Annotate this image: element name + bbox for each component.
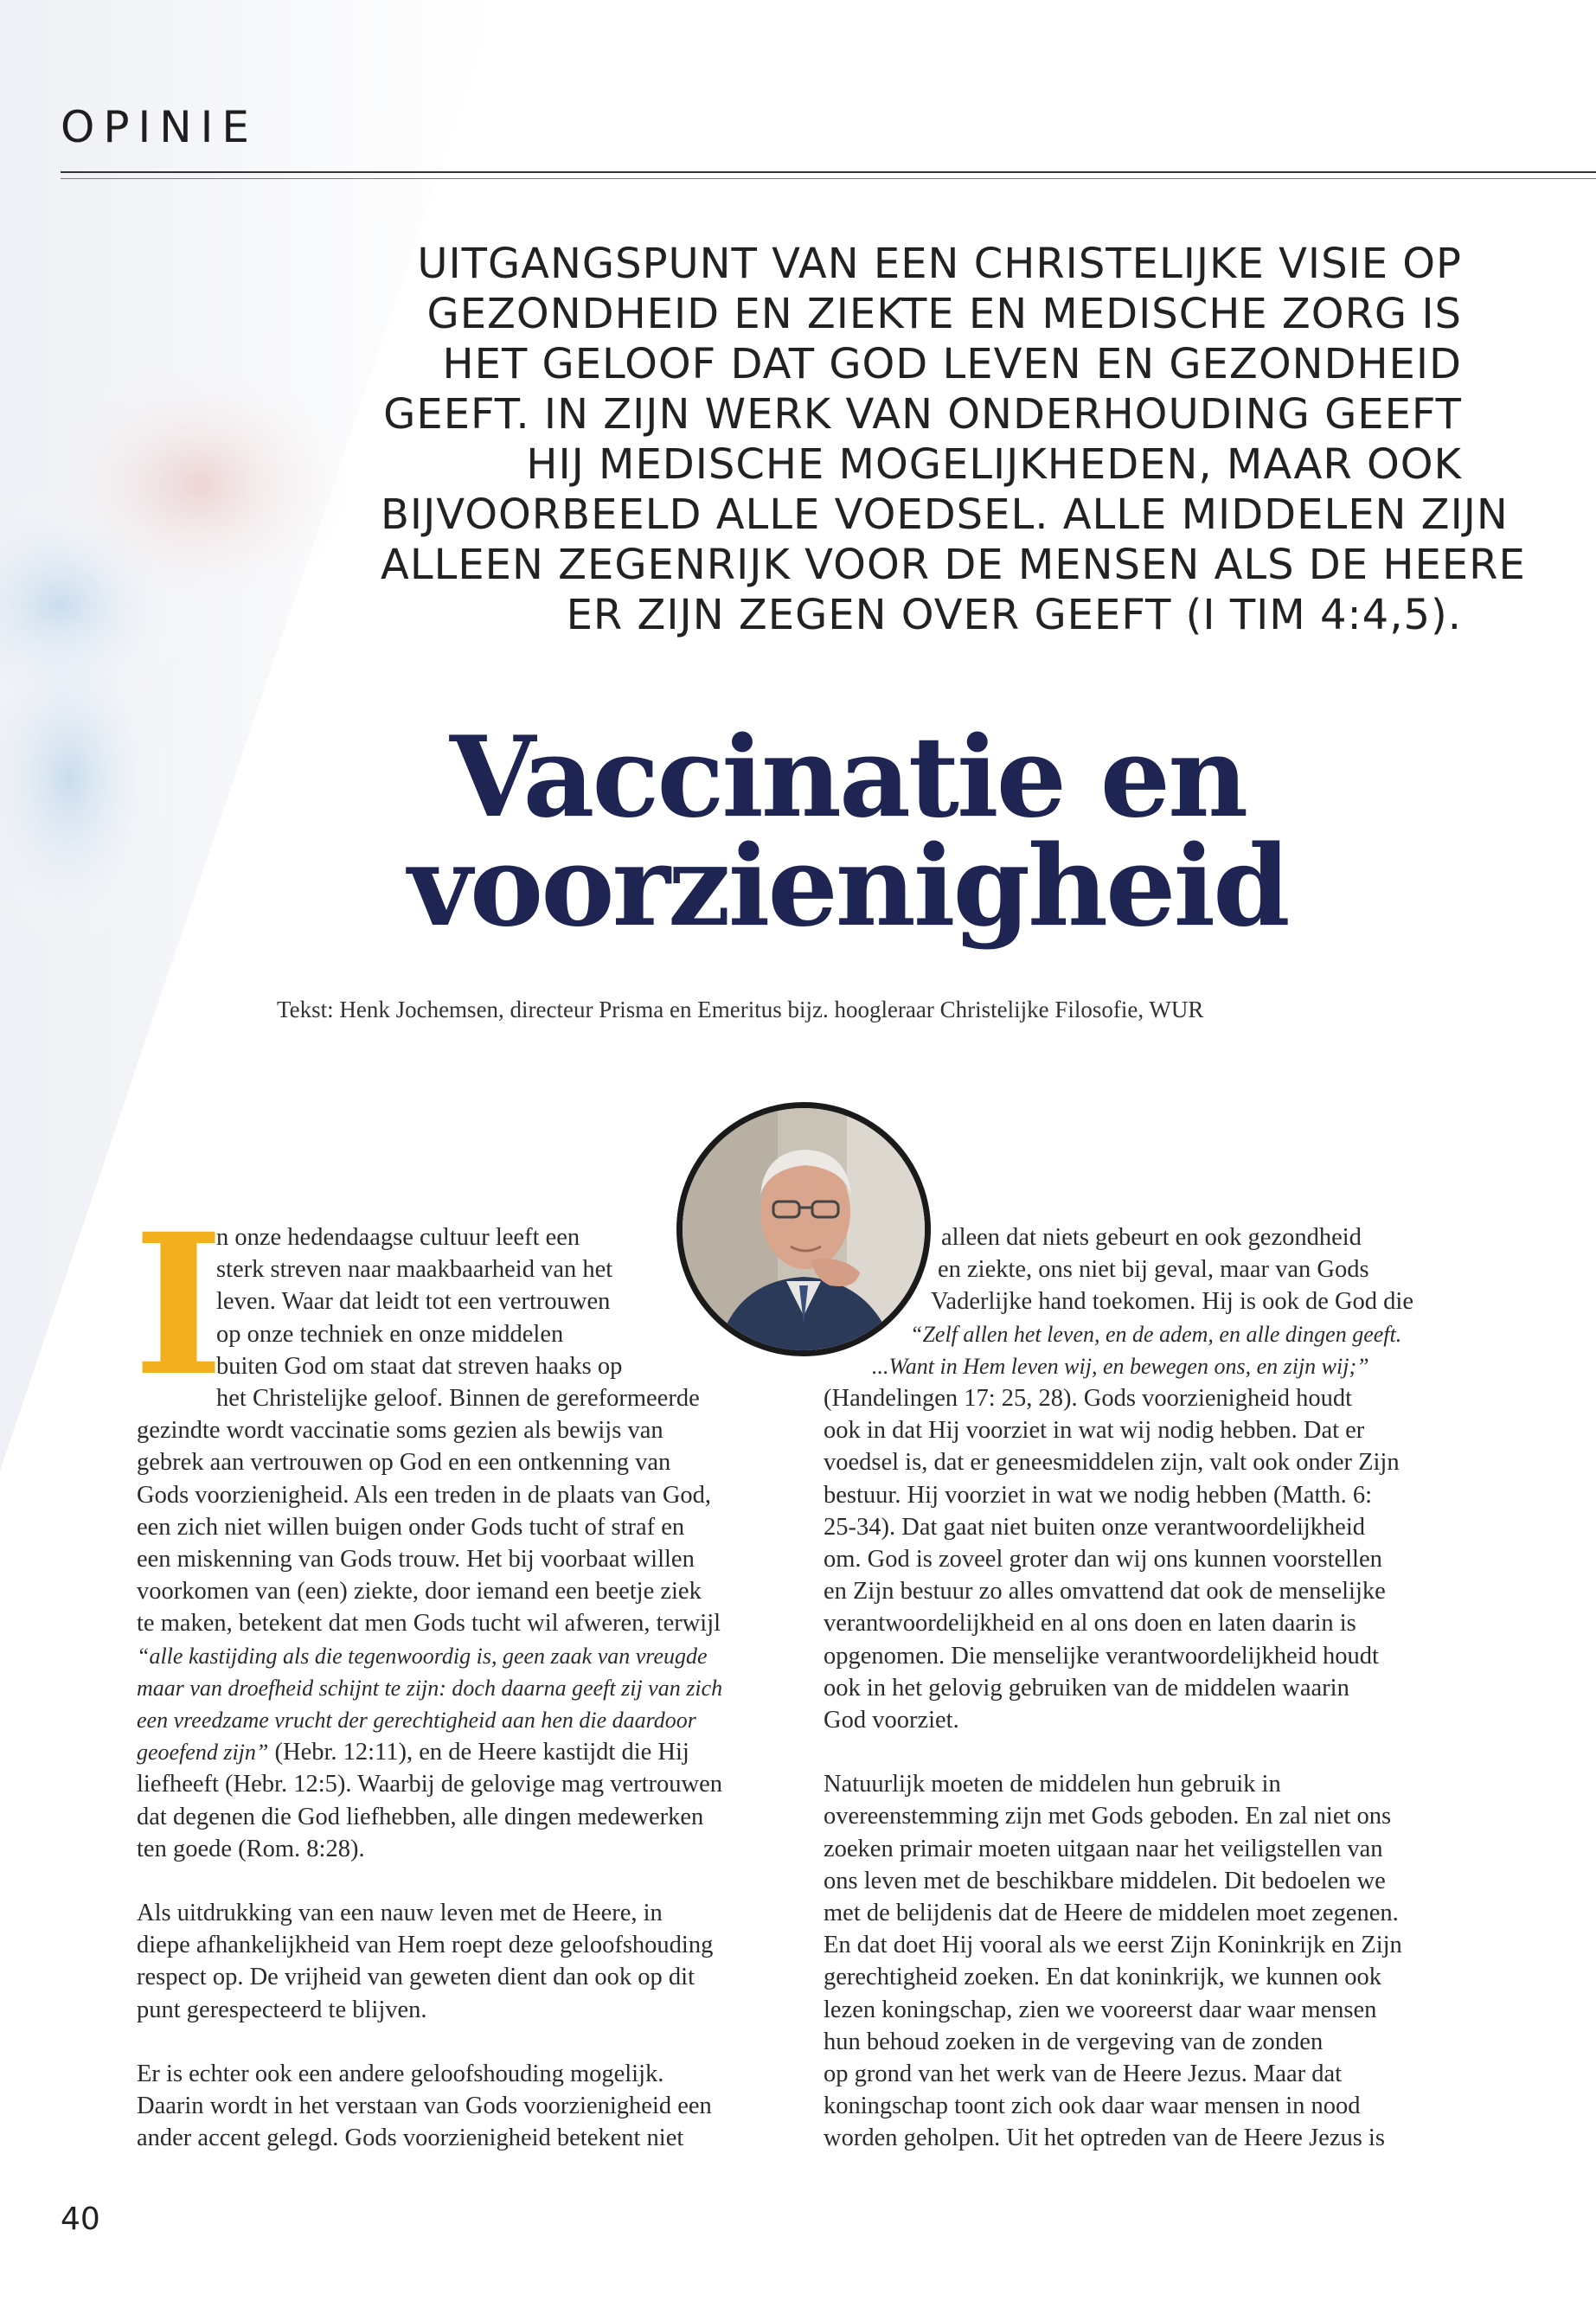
- quote-line: [824, 1318, 1481, 1350]
- body-line: 25-34). Dat gaat niet buiten onze verantwoordelijkheid: [824, 1513, 1365, 1541]
- quote-text: geoefend zijn”: [137, 1740, 269, 1766]
- body-line: Vaderlijke hand toekomen. Hij is ook de God die: [931, 1288, 1414, 1316]
- body-line: opgenomen. Die menselijke verantwoordelijkheid houdt: [824, 1642, 1379, 1670]
- body-line: lezen koningschap, zien we vooreerst daar waar mensen: [824, 1996, 1377, 2023]
- title-line-2: voorzienigheid: [407, 822, 1288, 952]
- page-number: 40: [61, 2202, 100, 2237]
- body-line: bestuur. Hij voorziet in wat we nodig hebben (Matth. 6:: [824, 1481, 1372, 1509]
- quote-text: “alle kastijding als die tegenwoordig is, geen zaak van vreugde: [137, 1643, 708, 1669]
- body-line: voorkomen van (een) ziekte, door iemand een beetje ziek: [137, 1578, 702, 1606]
- body-text: (Hebr. 12:11), en de Heere kastijdt die Hij: [268, 1739, 689, 1766]
- body-line: sterk streven naar maakbaarheid van het: [216, 1256, 613, 1284]
- body-line: met de belijdenis dat de Heere de middelen moet zegenen.: [824, 1900, 1399, 1927]
- body-line: een miskenning van Gods trouw. Het bij voorbaat willen: [137, 1546, 695, 1574]
- body-line: punt gerespecteerd te blijven.: [137, 1996, 427, 2023]
- header-rule: [61, 171, 1596, 173]
- quote-text: maar van droefheid schijnt te zijn: doch daarna geeft zij van zich: [137, 1675, 723, 1701]
- body-line: om. God is zoveel groter dan wij ons kunnen voorstellen: [824, 1546, 1382, 1574]
- section-label: OPINIE: [61, 102, 258, 152]
- body-line: leven. Waar dat leidt tot een vertrouwen: [216, 1288, 611, 1316]
- title-line-1: Vaccinatie en: [449, 713, 1247, 843]
- body-line: diepe afhankelijkheid van Hem roept deze geloofshouding: [137, 1932, 714, 1959]
- paragraph-gap: [137, 2026, 794, 2058]
- body-line: (Handelingen 17: 25, 28). Gods voorzienigheid houdt: [824, 1385, 1353, 1413]
- body-line: ander accent gelegd. Gods voorzienigheid betekent niet: [137, 2125, 684, 2152]
- body-line: zoeken primair moeten uitgaan naar het veiligstellen van: [824, 1835, 1383, 1862]
- quote-line: [137, 1736, 794, 1768]
- body-line: Daarin wordt in het verstaan van Gods voorzienigheid een: [137, 2093, 712, 2120]
- body-line: alleen dat niets gebeurt en ook gezondheid: [941, 1224, 1362, 1251]
- body-line: koningschap toont zich ook daar waar mensen in nood: [824, 2093, 1361, 2120]
- body-line: en Zijn bestuur zo alles omvattend dat ook de menselijke: [824, 1578, 1386, 1606]
- lead-line: ER ZIJN ZEGEN OVER GEEFT (I TIM 4:4,5).: [566, 591, 1462, 639]
- body-line: voedsel is, dat er geneesmiddelen zijn, valt ook onder Zijn: [824, 1449, 1400, 1477]
- body-line: n onze hedendaagse cultuur leeft een: [216, 1224, 580, 1251]
- body-line: gezindte wordt vaccinatie soms gezien als bewijs van: [137, 1417, 663, 1445]
- quote-text: ...Want in Hem leven wij, en bewegen ons, en zijn wij;”: [872, 1353, 1369, 1379]
- body-line: ons leven met de beschikbare middelen. Dit bedoelen we: [824, 1867, 1386, 1894]
- quote-line: [137, 1672, 794, 1704]
- quote-line: [824, 1350, 1481, 1382]
- quote-line: [137, 1704, 794, 1736]
- quote-line: [137, 1640, 794, 1672]
- paragraph-gap: [137, 1865, 794, 1897]
- body-line: gebrek aan vertrouwen op God en een ontkenning van: [137, 1449, 671, 1477]
- paragraph-gap: [824, 1736, 1481, 1768]
- quote-text: “Zelf allen het leven, en de adem, en alle dingen geeft.: [910, 1321, 1402, 1347]
- body-line: En dat doet Hij vooral als we eerst Zijn Koninkrijk en Zijn: [824, 1932, 1402, 1959]
- byline: Tekst: Henk Jochemsen, directeur Prisma en Emeritus bijz. hoogleraar Christelijke Filosofie, WUR: [277, 997, 1204, 1022]
- body-line: Natuurlijk moeten de middelen hun gebruik in: [824, 1771, 1281, 1798]
- body-line: te maken, betekent dat men Gods tucht wil afweren, terwijl: [137, 1610, 721, 1638]
- body-line: respect op. De vrijheid van geweten dient dan ook op dit: [137, 1964, 695, 1991]
- article-column-right: [824, 1221, 1481, 2155]
- body-line: ook in het gelovig gebruiken van de middelen waarin: [824, 1674, 1349, 1702]
- header-rule-thin: [61, 178, 1596, 179]
- article-title: [260, 713, 1436, 952]
- lead-line: UITGANGSPUNT VAN EEN CHRISTELIJKE VISIE OP: [417, 240, 1462, 288]
- quote-text: een vreedzame vrucht der gerechtigheid aan hen die daardoor: [137, 1708, 696, 1734]
- lead-line: GEZONDHEID EN ZIEKTE EN MEDISCHE ZORG IS: [426, 290, 1462, 338]
- lead-paragraph: [381, 239, 1526, 640]
- body-line: en ziekte, ons niet bij geval, maar van Gods: [938, 1256, 1369, 1284]
- body-line: Gods voorzienigheid. Als een treden in de plaats van God,: [137, 1481, 712, 1509]
- lead-line: ALLEEN ZEGENRIJK VOOR DE MENSEN ALS DE HEERE: [381, 541, 1526, 589]
- body-line: God voorziet.: [824, 1707, 959, 1734]
- lead-line: HET GELOOF DAT GOD LEVEN EN GEZONDHEID: [442, 340, 1462, 388]
- body-line: een zich niet willen buigen onder Gods tucht of straf en: [137, 1513, 685, 1541]
- lead-line: BIJVOORBEELD ALLE VOEDSEL. ALLE MIDDELEN ZIJN: [381, 490, 1509, 539]
- drop-cap: I: [133, 1191, 224, 1419]
- body-line: verantwoordelijkheid en al ons doen en laten daarin is: [824, 1610, 1356, 1638]
- body-line: ook in dat Hij voorziet in wat wij nodig hebben. Dat er: [824, 1417, 1365, 1445]
- body-line: het Christelijke geloof. Binnen de gereformeerde: [216, 1385, 700, 1413]
- lead-line: GEEFT. IN ZIJN WERK VAN ONDERHOUDING GEEFT: [383, 390, 1462, 439]
- body-line: op onze techniek en onze middelen: [216, 1320, 564, 1348]
- body-line: dat degenen die God liefhebben, alle dingen medewerken: [137, 1803, 704, 1830]
- body-line: gerechtigheid zoeken. En dat koninkrijk, we kunnen ook: [824, 1964, 1382, 1991]
- body-line: op grond van het werk van de Heere Jezus. Maar dat: [824, 2061, 1343, 2088]
- body-line: buiten God om staat dat streven haaks op: [216, 1352, 623, 1380]
- body-line: worden geholpen. Uit het optreden van de Heere Jezus is: [824, 2125, 1385, 2152]
- body-line: Er is echter ook een andere geloofshouding mogelijk.: [137, 2060, 664, 2087]
- body-line: overeenstemming zijn met Gods geboden. En zal niet ons: [824, 1803, 1392, 1830]
- body-line: ten goede (Rom. 8:28).: [137, 1835, 365, 1862]
- lead-line: HIJ MEDISCHE MOGELIJKHEDEN, MAAR OOK: [526, 440, 1462, 489]
- body-line: liefheeft (Hebr. 12:5). Waarbij de gelovige mag vertrouwen: [137, 1771, 722, 1798]
- article-column-left: [137, 1221, 794, 2154]
- body-line: Als uitdrukking van een nauw leven met de Heere, in: [137, 1900, 663, 1927]
- body-line: hun behoud zoeken in de vergeving van de zonden: [824, 2028, 1324, 2055]
